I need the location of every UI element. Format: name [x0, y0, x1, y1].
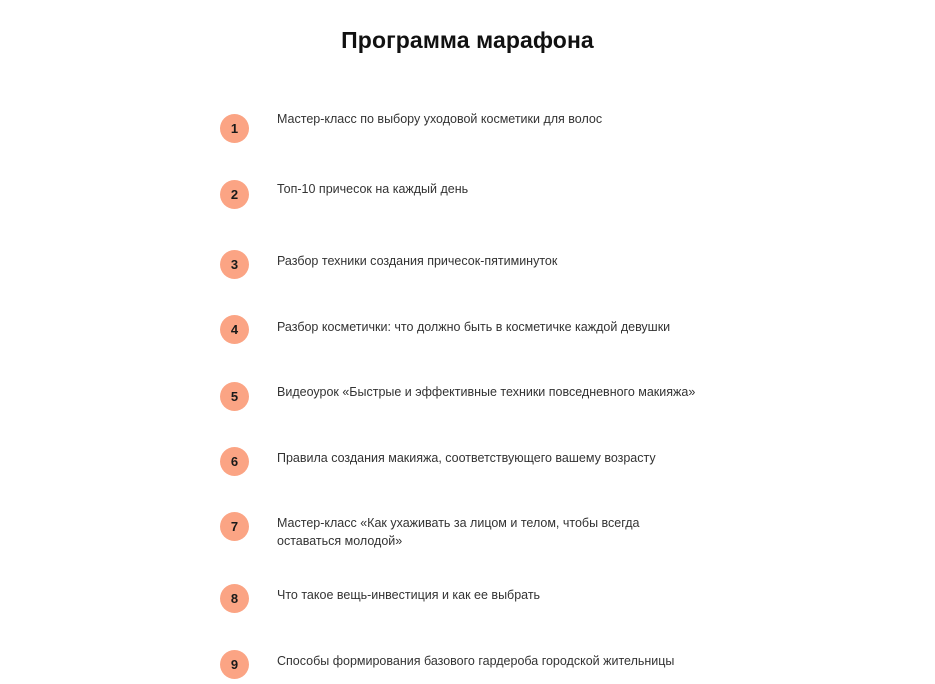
item-text: Способы формирования базового гардероба городской жительницы	[277, 654, 675, 668]
item-number-badge: 2	[220, 180, 249, 209]
item-text: Разбор косметички: что должно быть в косметичке каждой девушки	[277, 320, 671, 334]
item-number-badge: 3	[220, 250, 249, 279]
item-number-badge: 8	[220, 584, 249, 613]
item-text: Топ-10 причесок на каждый день	[277, 182, 469, 196]
item-text: Мастер-класс «Как ухаживать за лицом и телом, чтобы всегда оставаться молодой»	[277, 516, 640, 548]
item-number-badge: 9	[220, 650, 249, 679]
item-text: Разбор техники создания причесок-пятиминуток	[277, 254, 558, 268]
item-number-badge: 5	[220, 382, 249, 411]
item-text: Мастер-класс по выбору уходовой косметики для волос	[277, 112, 603, 126]
item-text: Видеоурок «Быстрые и эффективные техники повседневного макияжа»	[277, 385, 696, 399]
item-number-badge: 6	[220, 447, 249, 476]
item-text: Правила создания макияжа, соответствующего вашему возрасту	[277, 451, 656, 465]
page-title: Программа марафона	[341, 27, 594, 53]
item-number-badge: 4	[220, 315, 249, 344]
item-number-badge: 1	[220, 114, 249, 143]
item-text: Что такое вещь-инвестиция и как ее выбрать	[277, 588, 541, 602]
item-number-badge: 7	[220, 512, 249, 541]
